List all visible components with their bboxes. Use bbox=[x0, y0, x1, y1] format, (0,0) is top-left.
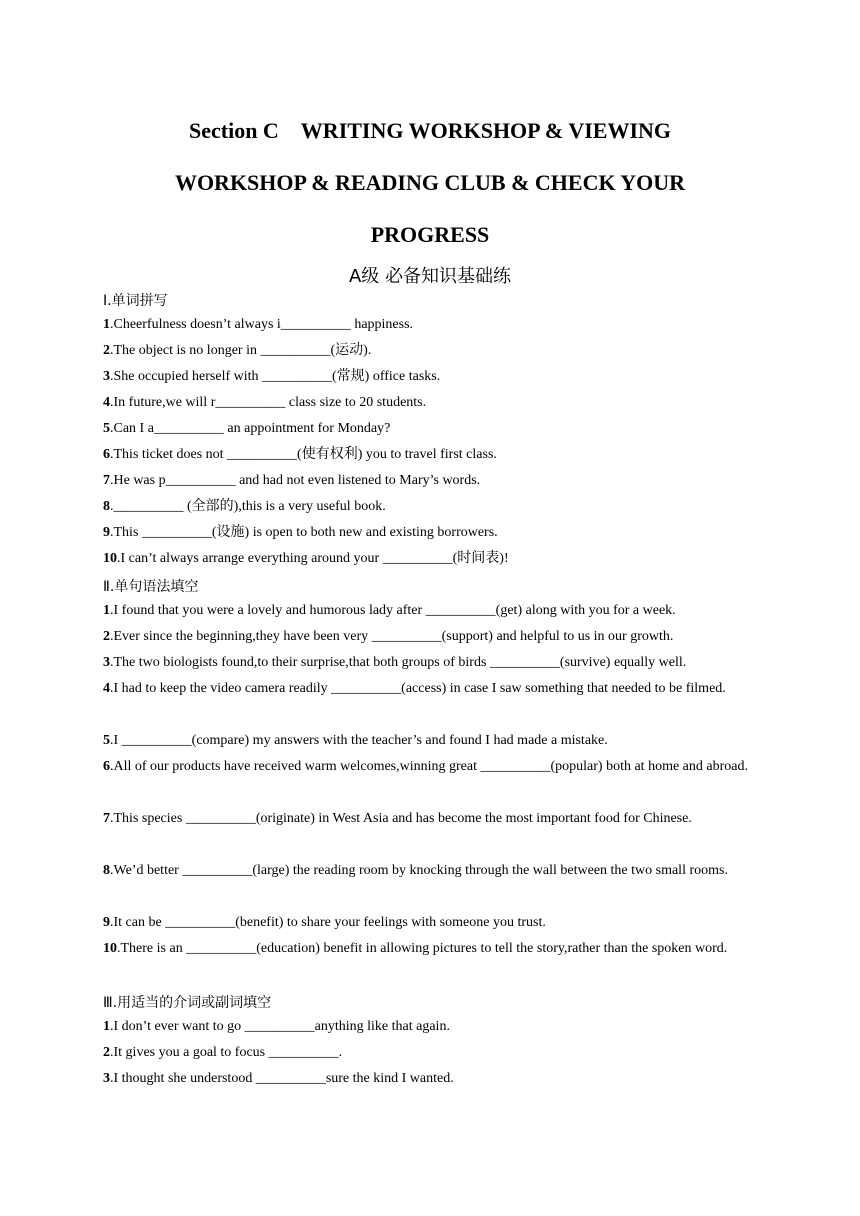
item-text: .All of our products have received warm welcomes,winning great __________(popular) both at home and abroad. bbox=[110, 759, 748, 774]
level-subtitle: A级 必备知识基础练 bbox=[348, 266, 512, 287]
grammar-item bbox=[103, 754, 763, 780]
item-number: 7 bbox=[103, 811, 110, 826]
spelling-item bbox=[103, 390, 763, 416]
item-number: 1 bbox=[103, 603, 110, 618]
item-number: 9 bbox=[103, 525, 110, 540]
item-number: 2 bbox=[103, 343, 110, 358]
item-number: 2 bbox=[103, 1045, 110, 1060]
item-text: .I had to keep the video camera readily __________(access) in case I saw something that needed to be filmed. bbox=[110, 681, 726, 696]
item-number: 5 bbox=[103, 421, 110, 436]
item-number: 3 bbox=[103, 1071, 110, 1086]
item-number: 8 bbox=[103, 499, 110, 514]
item-number: 7 bbox=[103, 473, 110, 488]
item-text: .This __________(设施) is open to both new and existing borrowers. bbox=[110, 525, 498, 540]
grammar-item bbox=[103, 910, 763, 936]
spelling-item bbox=[103, 520, 763, 546]
item-text: .Can I a__________ an appointment for Monday? bbox=[110, 421, 391, 436]
item-text: .In future,we will r__________ class size to 20 students. bbox=[110, 395, 427, 410]
section-heading-grammar: Ⅱ.单句语法填空 bbox=[103, 579, 199, 595]
item-text: .This species __________(originate) in West Asia and has become the most important food for Chinese. bbox=[110, 811, 692, 826]
spelling-item bbox=[103, 468, 763, 494]
item-text: .It can be __________(benefit) to share your feelings with someone you trust. bbox=[110, 915, 546, 930]
item-number: 1 bbox=[103, 1019, 110, 1034]
item-text: .The two biologists found,to their surprise,that both groups of birds __________(survive) equally well. bbox=[110, 655, 687, 670]
item-text: .The object is no longer in __________(运动). bbox=[110, 343, 372, 358]
grammar-item bbox=[103, 676, 763, 702]
item-text: .__________ (全部的),this is a very useful book. bbox=[110, 499, 386, 514]
item-number: 4 bbox=[103, 395, 110, 410]
grammar-item bbox=[103, 650, 763, 676]
grammar-item bbox=[103, 858, 763, 884]
section-title-line-1: Section C WRITING WORKSHOP & VIEWING bbox=[188, 118, 672, 143]
spelling-item bbox=[103, 338, 763, 364]
item-number: 8 bbox=[103, 863, 110, 878]
item-text: .I thought she understood __________sure the kind I wanted. bbox=[110, 1071, 454, 1086]
item-text: .I don’t ever want to go __________anything like that again. bbox=[110, 1019, 450, 1034]
spelling-item bbox=[103, 494, 763, 520]
grammar-item bbox=[103, 598, 763, 624]
item-number: 10 bbox=[103, 551, 117, 566]
item-number: 9 bbox=[103, 915, 110, 930]
item-number: 2 bbox=[103, 629, 110, 644]
item-text: .She occupied herself with __________(常规) office tasks. bbox=[110, 369, 441, 384]
spelling-item bbox=[103, 416, 763, 442]
item-number: 10 bbox=[103, 941, 117, 956]
item-number: 6 bbox=[103, 447, 110, 462]
item-text: .It gives you a goal to focus __________. bbox=[110, 1045, 343, 1060]
grammar-item bbox=[103, 936, 763, 962]
spelling-item bbox=[103, 546, 763, 572]
section-heading-prepositions: Ⅲ.用适当的介词或副词填空 bbox=[103, 995, 272, 1011]
item-text: .He was p__________ and had not even listened to Mary’s words. bbox=[110, 473, 481, 488]
item-text: .I __________(compare) my answers with the teacher’s and found I had made a mistake. bbox=[110, 733, 608, 748]
item-text: .We’d better __________(large) the reading room by knocking through the wall between the two small rooms. bbox=[110, 863, 728, 878]
item-text: .There is an __________(education) benefit in allowing pictures to tell the story,rather than the spoken word. bbox=[117, 941, 728, 956]
grammar-item bbox=[103, 624, 763, 650]
grammar-item bbox=[103, 806, 763, 832]
spelling-item bbox=[103, 364, 763, 390]
item-text: .I can’t always arrange everything around your __________(时间表)! bbox=[117, 551, 509, 566]
item-number: 1 bbox=[103, 317, 110, 332]
item-number: 4 bbox=[103, 681, 110, 696]
section-title-line-3: PROGRESS bbox=[370, 222, 490, 247]
item-text: .Cheerfulness doesn’t always i__________ happiness. bbox=[110, 317, 414, 332]
section-title-line-2: WORKSHOP & READING CLUB & CHECK YOUR bbox=[174, 170, 686, 195]
item-text: .Ever since the beginning,they have been very __________(support) and helpful to us in our growth. bbox=[110, 629, 674, 644]
item-text: .I found that you were a lovely and humorous lady after __________(get) along with you for a week. bbox=[110, 603, 676, 618]
preposition-item bbox=[103, 1014, 763, 1040]
section-heading-spelling: Ⅰ.单词拼写 bbox=[103, 293, 168, 309]
spelling-item bbox=[103, 442, 763, 468]
item-number: 3 bbox=[103, 655, 110, 670]
preposition-item bbox=[103, 1066, 763, 1092]
item-number: 6 bbox=[103, 759, 110, 774]
item-number: 3 bbox=[103, 369, 110, 384]
spelling-item bbox=[103, 312, 763, 338]
grammar-item bbox=[103, 728, 763, 754]
preposition-item bbox=[103, 1040, 763, 1066]
item-number: 5 bbox=[103, 733, 110, 748]
item-text: .This ticket does not __________(使有权利) you to travel first class. bbox=[110, 447, 497, 462]
